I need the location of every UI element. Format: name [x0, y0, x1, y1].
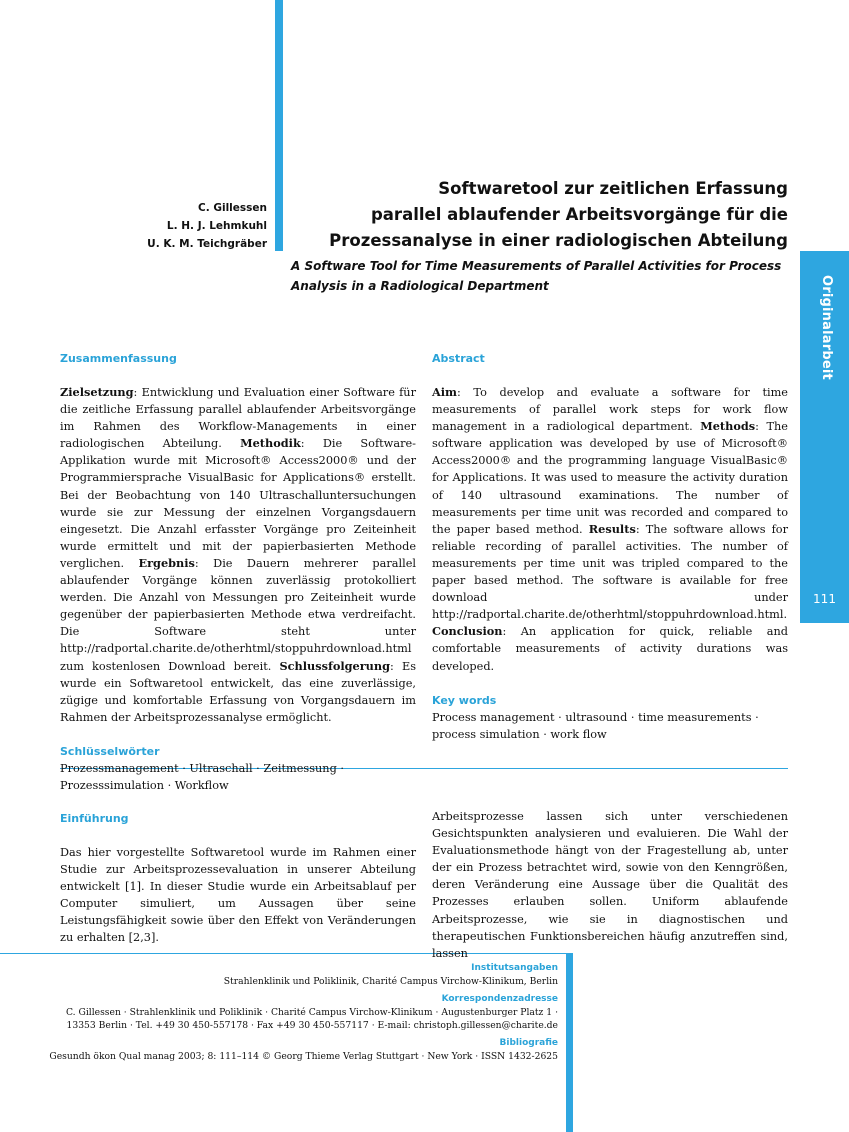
- abstract-section: [432, 350, 788, 743]
- page-number: 111: [813, 592, 836, 606]
- abstract-body: [432, 384, 788, 675]
- label: Methodik: [240, 436, 301, 451]
- keywords: Process management · ultrasound · time measurements · process simulation · work flow: [432, 710, 759, 741]
- label: Results: [588, 521, 636, 536]
- title-line: parallel ablaufender Arbeitsvorgänge für die: [370, 205, 788, 224]
- info-heading: Korrespondenzadresse: [441, 994, 558, 1004]
- author: L. H. J. Lehmkuhl: [166, 220, 267, 232]
- label: Aim: [432, 385, 458, 399]
- label: Schlussfolgerung: [279, 658, 391, 673]
- institution: Strahlenklinik und Poliklinik, Charité Campus Virchow-Klinikum, Berlin: [223, 976, 558, 987]
- correspondence-line: 13353 Berlin · Tel. +49 30 450-557178 · Fax +49 30 450-557117 · E-mail: christoph.gillessen@charite.de: [66, 1020, 558, 1031]
- text: : Die Software-Applikation wurde mit Microsoft® Access2000® und der Programmiersprache VisualBasic for Applications® erstellt. Bei der Beobachtung von 140 Ultraschalluntersuchungen wurde sie zur Messung der einzelnen Vorgangsdauern eingesetzt. Die Anzahl erfasster Vorgänge pro Zeiteinheit wurde ermittelt und mit der papierbasierten Methode verglichen.: [60, 437, 416, 570]
- body-text: Arbeitsprozesse lassen sich unter verschiedenen Gesichtspunkten analysieren und evaluieren. Die Wahl der Evaluationsmethode hängt von der Fragestellung ab, unter der ein Prozess betrachtet wird, sowie von den Kenngrößen, deren Veränderung eine Aussage über die Qualität des Prozesses erlauben sollen. Uniform ablaufende Arbeitsprozesse, wie sie in diagnostischen und therapeutischen Funktionsbereichen häufig anzutreffen sind, lassen: [432, 810, 788, 960]
- label: Conclusion: [432, 624, 503, 639]
- text: : The software application was developed by use of Microsoft® Access2000® and the programming language VisualBasic® for Applications. It was used to measure the activity duration of 140 ultrasound examinations. The number of measurements per time unit was recorded and compared to the paper based method.: [432, 420, 788, 536]
- keywords: Prozessmanagement · Ultraschall · Zeitmessung · Prozesssimulation · Workflow: [60, 761, 344, 792]
- author: C. Gillessen: [198, 202, 267, 214]
- article-type-label: Originalarbeit: [819, 275, 834, 380]
- article-title: [292, 176, 788, 254]
- info-heading: Institutsangaben: [471, 963, 558, 973]
- side-tab: [800, 251, 849, 623]
- author: U. K. M. Teichgräber: [147, 238, 267, 250]
- text: : Es wurde ein Softwaretool entwickelt, das eine zuverlässige, zügige und komfortable Erfassung von Vorgangsdauern im Rahmen der Arbeitsprozessanalyse ermöglicht.: [60, 659, 416, 724]
- article-info: [40, 962, 558, 1063]
- keywords-heading: Key words: [432, 693, 497, 707]
- abstract-body: [60, 384, 416, 726]
- text: : An application for quick, reliable and comfortable measurements of activity durations was developed.: [432, 625, 788, 673]
- label: Ergebnis: [138, 555, 195, 570]
- section-heading: Zusammenfassung: [60, 352, 177, 365]
- section-heading: Einführung: [60, 812, 129, 825]
- title-line: Softwaretool zur zeitlichen Erfassung: [438, 179, 788, 198]
- english-title: A Software Tool for Time Measurements of Parallel Activities for Process Analysis in a Radiological Department: [291, 259, 782, 293]
- accent-bar-bottom: [566, 954, 573, 1132]
- section-heading: Abstract: [432, 352, 485, 365]
- keywords-heading: Schlüsselwörter: [60, 744, 160, 758]
- author-list: [147, 199, 267, 253]
- accent-bar-top: [275, 0, 283, 251]
- text: : Die Dauern mehrerer parallel ablaufender Vorgänge können zuverlässig protokolliert werden. Die Anzahl von Messungen pro Zeiteinheit wurde gegenüber der papierbasierten Methode etwa verdreifacht. Die Software steht unter http://radportal.charite.de/otherhtml/stoppuhrdownload.html zum kostenlosen Download bereit.: [60, 556, 417, 673]
- title-line: Prozessanalyse in einer radiologischen Abteilung: [329, 231, 788, 250]
- label: Zielsetzung: [60, 385, 134, 399]
- correspondence-line: C. Gillessen · Strahlenklinik und Poliklinik · Charité Campus Virchow-Klinikum · Augustenburger Platz 1 ·: [65, 1007, 558, 1018]
- text: : Entwicklung und Evaluation einer Software für die zeitliche Erfassung parallel ablaufender Arbeitsvorgänge im Rahmen des Workflow-Managements in einer radiologischen Abteilung.: [60, 386, 416, 451]
- body-text: Das hier vorgestellte Softwaretool wurde im Rahmen einer Studie zur Arbeitsprozessevaluation in unserer Abteilung entwickelt [1]. In dieser Studie wurde ein Arbeitsablauf per Computer simuliert, um Aussagen über seine Leistungsfähigkeit sowie über den Effekt von Veränderungen zu erhalten [2,3].: [60, 846, 416, 945]
- info-heading: Bibliografie: [499, 1038, 558, 1048]
- zusammenfassung-section: [60, 350, 416, 794]
- introduction-right-column: [432, 808, 788, 962]
- label: Methods: [700, 419, 756, 434]
- text: : To develop and evaluate a software for time measurements of parallel work steps for work flow management in a radiological department.: [432, 386, 788, 434]
- bibliography: Gesundh ökon Qual manag 2003; 8: 111–114 © Georg Thieme Verlag Stuttgart · New York · ISSN 1432-2625: [49, 1051, 558, 1062]
- introduction-left-column: [60, 810, 416, 947]
- text: : The software allows for reliable recording of parallel activities. The number of measurements per time unit was tripled compared to the paper based method. The software is available for free download under http://radportal.charite.de/otherhtml/stoppuhrdownload.html.: [432, 522, 789, 622]
